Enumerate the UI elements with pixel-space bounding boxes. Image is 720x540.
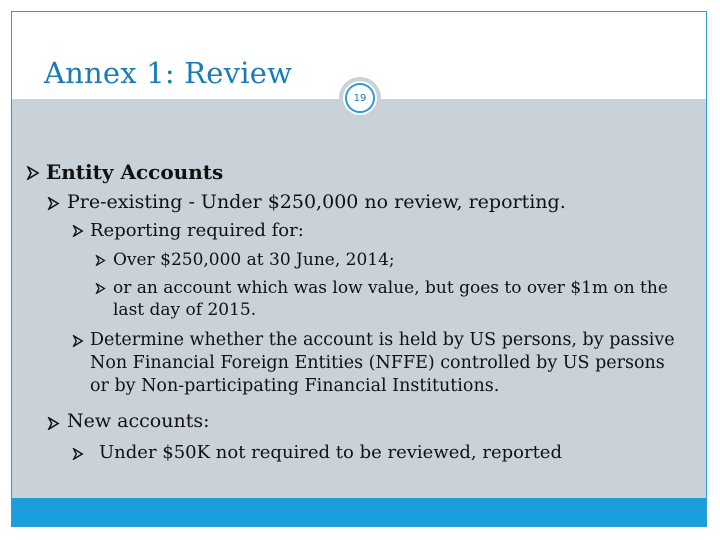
arrow-bullet-icon <box>95 283 106 294</box>
bullet-determine-line-3: or by Non-participating Financial Institutions. <box>90 376 500 396</box>
bullet-entity-accounts: Entity Accounts <box>46 160 224 184</box>
arrow-bullet-icon <box>47 197 60 210</box>
bullet-determine-line-1: Determine whether the account is held by US persons, by passive <box>90 330 675 350</box>
bullet-low-value-line-2: last day of 2015. <box>113 300 257 320</box>
content-area <box>12 99 706 498</box>
arrow-bullet-icon <box>72 335 84 347</box>
bullet-over-250000: Over $250,000 at 30 June, 2014; <box>113 250 395 270</box>
arrow-bullet-icon <box>72 448 84 460</box>
bullet-determine-line-2: Non Financial Foreign Entities (NFFE) controlled by US persons <box>90 353 665 373</box>
bullet-low-value-line-1: or an account which was low value, but goes to over $1m on the <box>113 278 668 298</box>
bullet-pre-existing: Pre-existing - Under $250,000 no review, reporting. <box>67 191 566 213</box>
slide-number-badge <box>339 77 381 119</box>
slide-number: 19 <box>353 92 367 104</box>
bullet-under-50k: Under $50K not required to be reviewed, reported <box>99 442 562 463</box>
arrow-bullet-icon <box>72 225 84 237</box>
arrow-bullet-icon <box>26 166 40 180</box>
footer-bar <box>12 498 706 526</box>
slide <box>11 11 707 527</box>
bullet-reporting-required: Reporting required for: <box>90 220 304 241</box>
arrow-bullet-icon <box>47 417 60 430</box>
arrow-bullet-icon <box>95 255 106 266</box>
bullet-new-accounts: New accounts: <box>67 410 210 432</box>
slide-title: Annex 1: Review <box>44 56 293 90</box>
